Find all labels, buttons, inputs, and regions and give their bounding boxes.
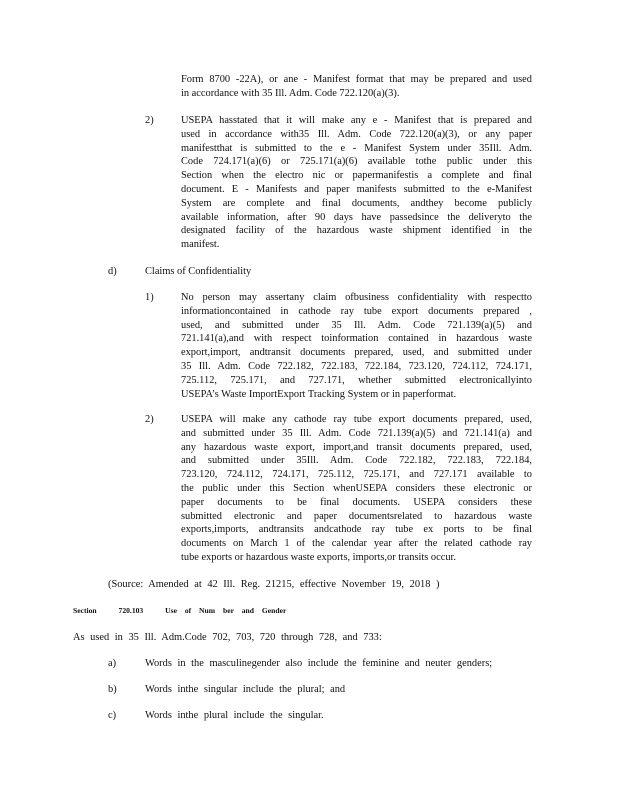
- paragraph-line: USEPA will make any cathode ray tube export documents prepared, used,: [181, 414, 532, 425]
- d-item-2-label: 2): [145, 414, 154, 425]
- paragraph-line: tube exports or hazardous waste exports, imports,or transits occur.: [181, 551, 456, 563]
- paragraph-line: informationcontained in cathode ray tube export documents prepared ,: [181, 305, 532, 317]
- d-item-1-paragraph: [181, 291, 532, 401]
- source-note: (Source: Amended at 42 Ill. Reg. 21215, effective November 19, 2018 ): [108, 579, 440, 590]
- paragraph-line: used in accordance with35 Ill. Adm. Code 722.120(a)(3), or any paper: [181, 128, 532, 140]
- paragraph-line: document. E - Manifests and paper manifests submitted to the e-Manifest: [181, 183, 532, 195]
- d-item-1-label: 1): [145, 292, 154, 303]
- paragraph-line: and submitted under 35 Ill. Adm. Code 721.139(a)(5) and 721.141(a) and: [181, 427, 532, 439]
- paragraph-line: 725.112, 725.171, and 727.171, whether submitted electronicallyinto: [181, 374, 532, 386]
- intro-paragraph: [181, 73, 532, 101]
- paragraph-line: export,import, andtransit documents prepared, used, and submitted under: [181, 347, 532, 359]
- paragraph-line: paper documents to be final documents. USEPA considers these: [181, 496, 532, 508]
- paragraph-line: 35 Ill. Adm. Code 722.182, 722.183, 722.184, 723.120, 724.112, 724.171,: [181, 360, 532, 372]
- section-d-title: Claims of Confidentiality: [145, 266, 252, 277]
- paragraph-line: available information, after 90 days have passedsince the deliveryto the: [181, 211, 532, 223]
- usage-intro: As used in 35 Ill. Adm.Code 702, 703, 720 through 728, and 733:: [73, 632, 382, 643]
- paragraph-line: Code 724.171(a)(6) or 725.171(a)(6) available tothe public under this: [181, 156, 532, 168]
- paragraph-line: manifest.: [181, 239, 220, 251]
- paragraph-line: used, and submitted under 35 Ill. Adm. Code 721.139(a)(5) and: [181, 319, 532, 331]
- item-2-label: 2): [145, 115, 154, 126]
- gender-item-c-label: c): [108, 710, 117, 721]
- gender-item-a-label: a): [108, 658, 117, 669]
- gender-item-c-text: Words inthe plural include the singular.: [145, 710, 324, 721]
- paragraph-line: USEPA’s Waste ImportExport Tracking System or in paperformat.: [181, 388, 457, 400]
- paragraph-line: Section when the electro nic or papermanifestis a complete and final: [181, 170, 532, 182]
- paragraph-line: 723.120, 724.112, 724.171, 725.112, 725.171, and 727.171 available to: [181, 469, 532, 481]
- section-word: Section: [73, 606, 97, 615]
- paragraph-line: 721.141(a),and with respect toinformation contained in hazardous waste: [181, 333, 532, 345]
- paragraph-line: documents on March 1 of the calendar year after the related cathode ray: [181, 538, 532, 550]
- paragraph-line: submitted electronic and paper documentsrelated to hazardous waste: [181, 510, 532, 522]
- paragraph-line: System are complete and final documents, andthey become publicly: [181, 197, 532, 209]
- paragraph-line: USEPA hasstated that it will make any e - Manifest that is prepared and: [181, 115, 532, 126]
- section-d-label: d): [108, 266, 117, 277]
- paragraph-line: No person may assertany claim ofbusiness confidentiality with respectto: [181, 292, 532, 303]
- gender-item-b-text: Words inthe singular include the plural; and: [145, 684, 346, 695]
- item-2-paragraph: [181, 114, 532, 252]
- paragraph-line: in accordance with 35 Ill. Adm. Code 722.120(a)(3).: [181, 87, 400, 99]
- section-number: 720.103: [118, 606, 144, 615]
- paragraph-line: and submitted under 35Ill. Adm. Code 722.182, 722.183, 722.184,: [181, 455, 532, 467]
- paragraph-line: exports,imports, andtransits andcathode ray tube ex ports to be final: [181, 524, 532, 536]
- paragraph-line: manifestthat is submitted to the e - Manifest System under 35Ill. Adm.: [181, 142, 532, 154]
- section-heading: [73, 606, 286, 615]
- gender-item-a-text: Words in the masculinegender also include the feminine and neuter genders;: [145, 658, 493, 669]
- section-title: Use of Num ber and Gender: [165, 606, 287, 615]
- paragraph-line: the public under this Section whenUSEPA considers these electronic or: [181, 482, 532, 494]
- d-item-2-paragraph: [181, 413, 532, 565]
- paragraph-line: any hazardous waste export, import,and transit documents prepared, used,: [181, 441, 532, 453]
- paragraph-line: Form 8700 -22A), or ane - Manifest format that may be prepared and used: [181, 74, 532, 85]
- paragraph-line: designated facility of the hazardous waste shipment identified in the: [181, 225, 532, 237]
- gender-item-b-label: b): [108, 684, 117, 695]
